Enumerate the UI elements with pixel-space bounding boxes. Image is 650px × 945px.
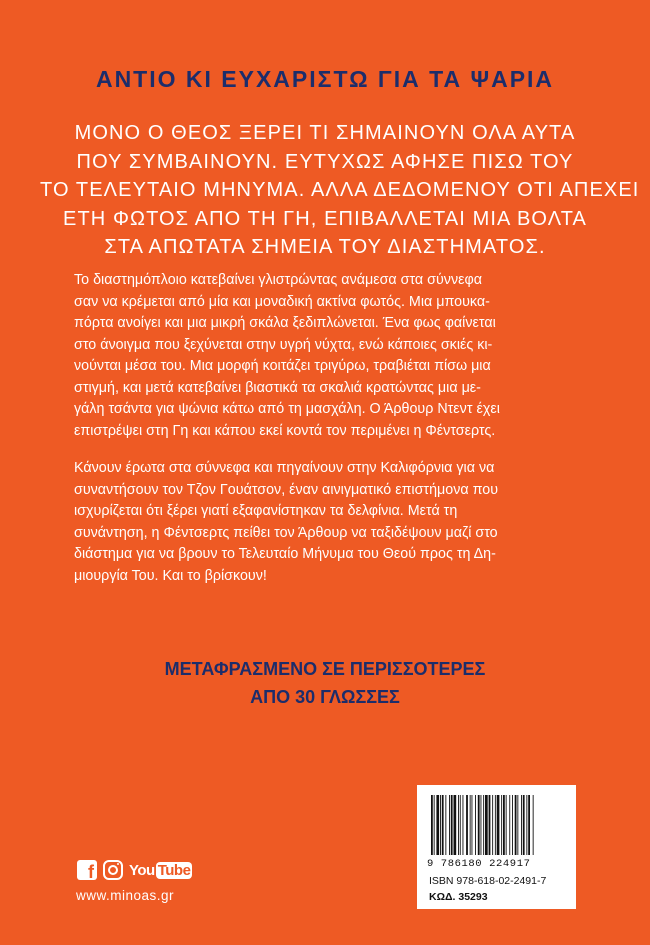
blurb-paragraph-2	[74, 458, 578, 587]
youtube-tube: Tube	[157, 861, 191, 879]
tagline-line: ΣΤΑ ΑΠΩΤΑΤΑ ΣΗΜΕΙΑ ΤΟΥ ΔΙΑΣΤΗΜΑΤΟΣ.	[104, 236, 546, 258]
translation-note	[0, 655, 650, 711]
website-link[interactable]: www.minoas.gr	[76, 888, 175, 903]
barcode-number: 9 786180 224917	[427, 858, 531, 870]
blurb-line: ισχυρίζεται ότι ξέρει γιατί εξαφανίστηκαν τα δελφίνια. Μετά τη	[74, 503, 458, 519]
translation-line: ΑΠΟ 30 ΓΛΩΣΣΕΣ	[250, 687, 400, 707]
facebook-icon[interactable]	[77, 860, 97, 880]
book-title: ΑΝΤΙΟ ΚΙ ΕΥΧΑΡΙΣΤΩ ΓΙΑ ΤΑ ΨΑΡΙΑ	[95, 66, 555, 92]
tagline-line: ΤΟ ΤΕΛΕΥΤΑΙΟ ΜΗΝΥΜΑ. ΑΛΛΑ ΔΕΔΟΜΕΝΟΥ ΟΤΙ ΑΠΕΧΕΙ	[40, 179, 640, 201]
blurb-paragraph-1	[74, 270, 578, 442]
social-icons	[77, 859, 192, 881]
blurb-line: γάλη τσάντα για ψώνια κάτω από τη μασχάλη. Ο Άρθουρ Ντεντ έχει	[74, 401, 500, 417]
tagline-line: ΕΤΗ ΦΩΤΟΣ ΑΠΟ ΤΗ ΓΗ, ΕΠΙΒΑΛΛΕΤΑΙ ΜΙΑ ΒΟΛΤΑ	[63, 207, 587, 230]
blurb-line: στιγμή, και μετά κατεβαίνει βιαστικά τα σκαλιά κρατώντας μια με-	[74, 379, 481, 396]
blurb-line: Το διαστημόπλοιο κατεβαίνει γλιστρώντας ανάμεσα στα σύννεφα	[74, 272, 483, 288]
youtube-icon[interactable]	[129, 862, 192, 879]
tagline-line: ΜΟΝΟ Ο ΘΕΟΣ ΞΕΡΕΙ ΤΙ ΣΗΜΑΙΝΟΥΝ ΟΛΑ ΑΥΤΑ	[74, 122, 576, 144]
blurb-line: σαν να κρέμεται από μία και μοναδική ακτίνα φωτός. Μια μπουκα-	[74, 293, 490, 310]
barcode-panel	[417, 785, 576, 909]
tagline-line: ΠΟΥ ΣΥΜΒΑΙΝΟΥΝ. ΕΥΤΥΧΩΣ ΑΦΗΣΕ ΠΙΣΩ ΤΟΥ	[76, 150, 574, 173]
translation-line: ΜΕΤΑΦΡΑΣΜΕΝΟ ΣΕ ΠΕΡΙΣΣΟΤΕΡΕΣ	[164, 659, 486, 679]
blurb-line: στο άνοιγμα που ξεχύνεται στην υγρή νύχτα, ενώ κάποιες σκιές κι-	[74, 336, 493, 353]
tagline	[40, 119, 640, 262]
barcode-icon	[429, 795, 564, 857]
blurb-line: διάστημα για να βρουν το Τελευταίο Μήνυμα του Θεού προς τη Δη-	[74, 546, 496, 562]
facebook-letter: f	[88, 862, 94, 882]
isbn: ISBN 978-618-02-2491-7	[429, 875, 547, 887]
blurb-line: Κάνουν έρωτα στα σύννεφα και πηγαίνουν στην Καλιφόρνια για να	[74, 460, 495, 476]
product-code: ΚΩΔ. 35293	[429, 891, 488, 903]
blurb-line: πόρτα ανοίγει και μια μικρή σκάλα ξεδιπλώνεται. Ένα φως φαίνεται	[74, 315, 496, 331]
blurb-line: συναντήσουν τον Τζον Γουάτσον, έναν αινιγματικό επιστήμονα που	[74, 481, 499, 498]
youtube-you: You	[129, 861, 155, 879]
blurb-line: συνάντηση, η Φέντσερτς πείθει τον Άρθουρ να ταξιδέψουν μαζί στο	[74, 524, 498, 541]
blurb	[74, 270, 578, 587]
blurb-line: νούνται μέσα του. Μια μορφή κοιτάζει τριγύρω, τραβιέται πίσω μια	[74, 358, 491, 374]
blurb-line: μιουργία Του. Και το βρίσκουν!	[74, 567, 267, 584]
instagram-icon[interactable]	[103, 860, 123, 880]
blurb-line: επιστρέψει στη Γη και κάπου εκεί κοντά τον περιμένει η Φέντσερτς.	[74, 422, 496, 439]
